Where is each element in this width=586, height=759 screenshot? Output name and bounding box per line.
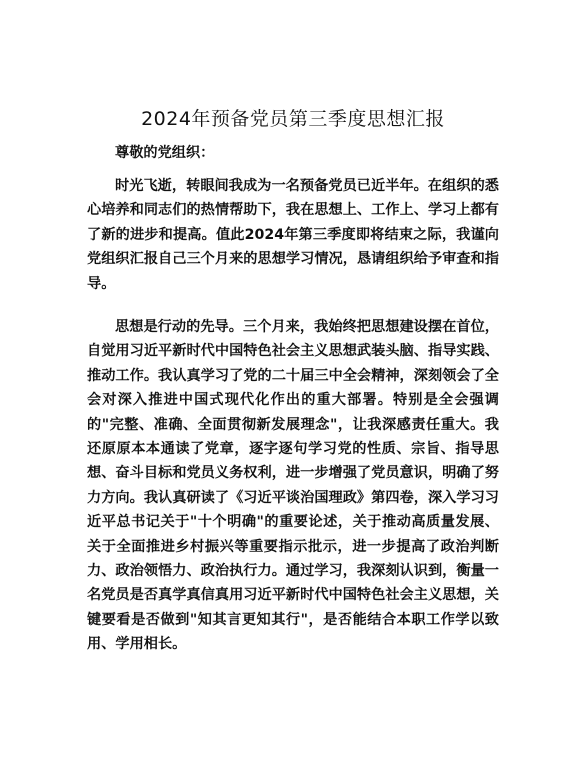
paragraph-1: 时光飞逝，转眼间我成为一名预备党员已近半年。在组织的悉心培养和同志们的热情帮助下，我在思想上、工作上、学习上都有了新的进步和提高。值此2024年第三季度即将结束之际，我谨向党组织汇报自己三个月来的思想学习情况，恳请组织给予审查和指导。 <box>87 178 499 292</box>
document-title: 2024年预备党员第三季度思想汇报 <box>141 108 445 130</box>
paragraph-2: 思想是行动的先导。三个月来，我始终把思想建设摆在首位，自觉用习近平新时代中国特色社会主义思想武装头脑、指导实践、推动工作。我认真学习了党的二十届三中全会精神，深刻领会了全会对深入推进中国式现代化作出的重大部署。特别是全会强调的"完整、准确、全面贯彻新发展理念"，让我深感责任重大。我还原原本本通读了党章，逐字逐句学习党的性质、宗旨、指导思想、奋斗目标和党员义务权利，进一步增强了党员意识，明确了努力方向。我认真研读了《习近平谈治国理政》第四卷，深入学习习近平总书记关于"十个明确"的重要论述，关于推动高质量发展、关于全面推进乡村振兴等重要指示批示，进一步提高了政治判断力、政治领悟力、政治执行力。通过学习，我深刻认识到，衡量一名党员是否真学真信真用习近平新时代中国特色社会主义思想，关键要看是否做到"知其言更知其行"，是否能结合本职工作学以致用、学用相长。 <box>87 319 499 653</box>
salutation: 尊敬的党组织： <box>115 145 215 161</box>
